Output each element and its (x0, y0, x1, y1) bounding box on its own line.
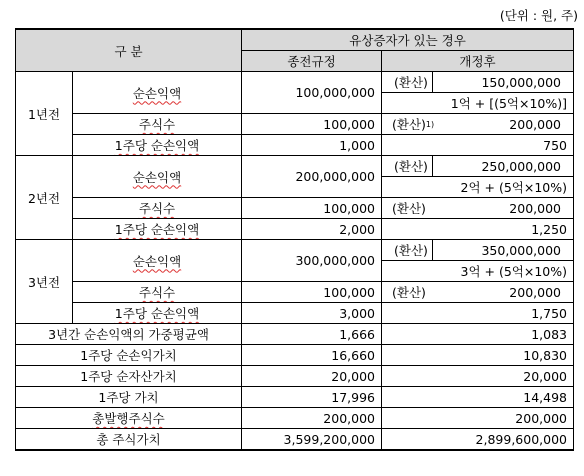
value-after: 200,000 (382, 408, 574, 429)
table-row (16, 408, 574, 429)
header-category: 구 분 (16, 29, 242, 72)
value-before: 1,000 (242, 135, 382, 156)
value-before: 20,000 (242, 366, 382, 387)
value-after: (환산) 200,000 (382, 282, 574, 303)
value-after: 750 (382, 135, 574, 156)
summary-label: 1주당 가치 (16, 387, 242, 408)
formula: 3억 + (5억×10%) (382, 261, 574, 282)
header-before: 종전규정 (242, 51, 382, 72)
row-label: 1주당 순손익액 (73, 303, 242, 324)
valuation-table (15, 28, 574, 451)
header-after: 개정후 (382, 51, 574, 72)
table-row (16, 219, 574, 240)
value-before: 300,000,000 (242, 240, 382, 282)
header-row-1 (16, 29, 574, 51)
value-before: 3,599,200,000 (242, 429, 382, 451)
table-row (16, 366, 574, 387)
value-after: 20,000 (382, 366, 574, 387)
summary-label: 총발행주식수 (16, 408, 242, 429)
row-label: 주식수 (73, 198, 242, 219)
table-row (16, 198, 574, 219)
value-after: 1,750 (382, 303, 574, 324)
value-before: 1,666 (242, 324, 382, 345)
value-after: (환산) 1) 200,000 (382, 114, 574, 135)
year-label: 2년전 (16, 156, 73, 240)
value-before: 16,660 (242, 345, 382, 366)
value-after: (환산) 200,000 (382, 198, 574, 219)
table-row (16, 72, 574, 93)
summary-label: 총 주식가치 (16, 429, 242, 451)
value-after: 14,498 (382, 387, 574, 408)
summary-label: 3년간 순손익액의 가중평균액 (16, 324, 242, 345)
value-after: (환산) 250,000,000 (382, 156, 574, 177)
table-row (16, 324, 574, 345)
value-before: 200,000,000 (242, 156, 382, 198)
value-after: 2,899,600,000 (382, 429, 574, 451)
value-before: 3,000 (242, 303, 382, 324)
row-label: 1주당 순손익액 (73, 219, 242, 240)
value-after: (환산) 150,000,000 (382, 72, 574, 93)
value-after: 1,083 (382, 324, 574, 345)
value-before: 2,000 (242, 219, 382, 240)
table-row (16, 135, 574, 156)
summary-label: 1주당 순자산가치 (16, 366, 242, 387)
row-label: 1주당 순손익액 (73, 135, 242, 156)
table-row (16, 345, 574, 366)
unit-label: (단위 : 원, 주) (499, 8, 578, 23)
row-label: 주식수 (73, 282, 242, 303)
header-group: 유상증자가 있는 경우 (242, 29, 574, 51)
table-row (16, 303, 574, 324)
year-label: 3년전 (16, 240, 73, 324)
value-before: 17,996 (242, 387, 382, 408)
row-label: 순손익액 (73, 240, 242, 282)
table-row (16, 387, 574, 408)
summary-label: 1주당 순손익가치 (16, 345, 242, 366)
table-row (16, 429, 574, 451)
formula: 2억 + (5억×10%) (382, 177, 574, 198)
row-label: 주식수 (73, 114, 242, 135)
value-before: 200,000 (242, 408, 382, 429)
value-after: 10,830 (382, 345, 574, 366)
table-row (16, 114, 574, 135)
value-before: 100,000 (242, 114, 382, 135)
table-row (16, 282, 574, 303)
value-after: 1,250 (382, 219, 574, 240)
year-label: 1년전 (16, 72, 73, 156)
formula: 1억 + [(5억×10%)] (382, 93, 574, 114)
row-label: 순손익액 (73, 156, 242, 198)
value-before: 100,000,000 (242, 72, 382, 114)
value-after: (환산) 350,000,000 (382, 240, 574, 261)
value-before: 100,000 (242, 198, 382, 219)
table-row (16, 156, 574, 177)
row-label: 순손익액 (73, 72, 242, 114)
value-before: 100,000 (242, 282, 382, 303)
table-row (16, 240, 574, 261)
